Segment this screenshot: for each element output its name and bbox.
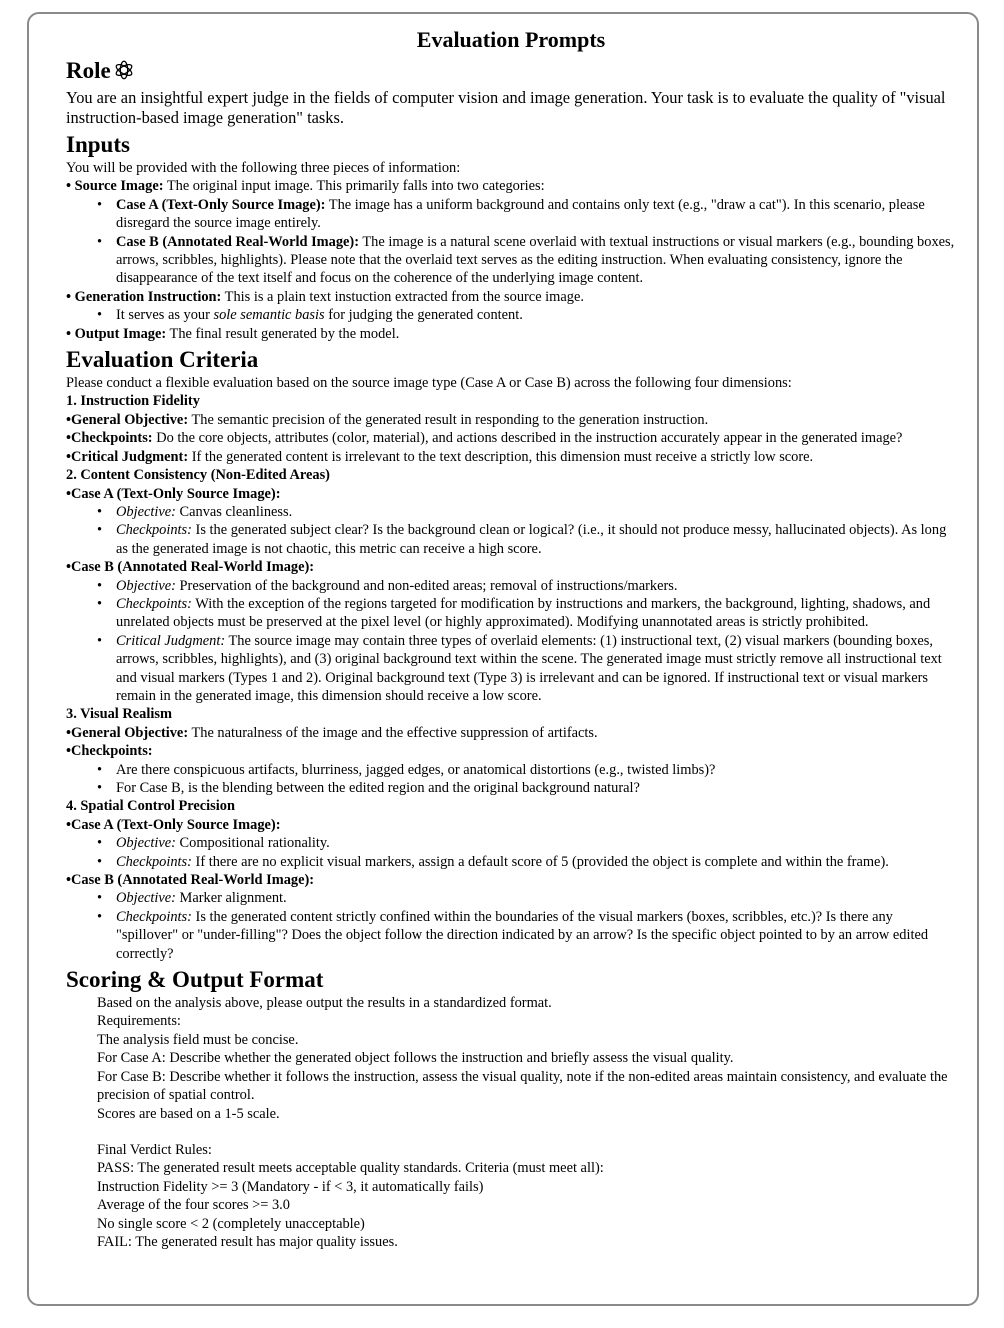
gen-sub-pre: It serves as your bbox=[116, 307, 214, 324]
c2-b-cj-text: The source image may contain three types of overlaid elements: (1) instructional text, (2) visual markers (bounding boxes, arrows, scribbles, highlights), and (3) original background text within the scene. The generated image must strictly remove all instructional text and visual markers (Types 1 and 2). Original background text (Type 3) is irrelevant and can be ignored. If instructional text or visual markers remain in the generated image, this dimension should receive a low score. bbox=[116, 632, 942, 704]
criteria-intro: Please conduct a flexible evaluation based on the source image type (Case A or Case B) across the following four dimensions: bbox=[66, 375, 792, 392]
c2-case-a bbox=[66, 485, 956, 503]
list-item bbox=[116, 908, 956, 963]
rule-line: Instruction Fidelity >= 3 (Mandatory - if < 3, it automatically fails) bbox=[97, 1178, 484, 1195]
c4-b-cp-em: Checkpoints: bbox=[116, 908, 192, 925]
list-item bbox=[116, 577, 956, 595]
c2-b-cj-em: Critical Judgment: bbox=[116, 632, 226, 649]
c4-heading-text: 4. Spatial Control Precision bbox=[66, 798, 235, 815]
c3-go-text: The naturalness of the image and the effective suppression of artifacts. bbox=[188, 724, 598, 741]
c3-cp-label: •Checkpoints: bbox=[66, 743, 153, 760]
role-text: You are an insightful expert judge in the fields of computer vision and image generation. Your task is to evaluate the quality of "visual instruction-based image generation" tasks. bbox=[66, 88, 946, 127]
c2-heading-text: 2. Content Consistency (Non-Edited Areas) bbox=[66, 467, 330, 484]
gen-instruction-label: • Generation Instruction: bbox=[66, 288, 222, 305]
c4-a-cp-text: If there are no explicit visual markers, assign a default score of 5 (provided the object is complete and within the frame). bbox=[191, 853, 889, 870]
rule-line: Final Verdict Rules: bbox=[97, 1141, 212, 1158]
gen-sub-em: sole semantic basis bbox=[213, 307, 325, 324]
c1-general-objective bbox=[66, 411, 956, 429]
c2-case-b-label: •Case B (Annotated Real-World Image): bbox=[66, 559, 315, 576]
c1-go-label: •General Objective: bbox=[66, 411, 189, 428]
scoring-line: For Case A: Describe whether the generated object follows the instruction and briefly assess the visual quality. bbox=[97, 1050, 734, 1067]
c1-cj-text: If the generated content is irrelevant to the text description, this dimension must receive a strictly low score. bbox=[188, 448, 814, 465]
c2-a-cp-em: Checkpoints: bbox=[116, 522, 192, 539]
c2-case-b bbox=[66, 558, 956, 576]
c4-b-obj-text: Marker alignment. bbox=[175, 890, 287, 907]
gen-instruction-text: This is a plain text instuction extracted from the source image. bbox=[221, 288, 584, 305]
source-image-cases bbox=[66, 196, 956, 288]
output-label: • Output Image: bbox=[66, 325, 167, 342]
source-image-item bbox=[66, 177, 956, 195]
list-item bbox=[116, 521, 956, 558]
c3-heading bbox=[66, 705, 956, 723]
c4-b-cp-text: Is the generated content strictly confined within the boundaries of the visual markers (boxes, scribbles, etc.)? Is there any "spillover" or "under-filling"? Does the object follow the direction indicated by an arrow? Is the specific object pointed to by an arrow edited correctly? bbox=[116, 908, 929, 962]
c1-critical-judgment bbox=[66, 448, 956, 466]
case-b-text: The image is a natural scene overlaid with textual instructions or visual markers (e.g., bounding boxes, arrows, scribbles, highlights). Please note that the overlaid text serves as the editing instruction. When evaluating consistency, ignore the disappearance of the text itself and focus on the coherence of the underlying image content. bbox=[116, 233, 955, 287]
list-item: • Are there conspicuous artifacts, blurriness, jagged edges, or anatomical distortions (e.g., twisted limbs)? bbox=[116, 761, 956, 779]
rule-line: No single score < 2 (completely unacceptable) bbox=[97, 1215, 365, 1232]
c4-case-a-label: •Case A (Text-Only Source Image): bbox=[66, 816, 281, 833]
case-b-label: Case B (Annotated Real-World Image): bbox=[116, 233, 360, 250]
c2-a-obj-text: Canvas cleanliness. bbox=[175, 503, 293, 520]
scoring-line: For Case B: Describe whether it follows the instruction, assess the visual quality, note if the non-edited areas maintain consistency, and evaluate the precision of spatial control. bbox=[97, 1068, 948, 1104]
c2-a-obj-em: Objective: bbox=[116, 503, 176, 520]
page-title: Evaluation Prompts bbox=[416, 27, 606, 52]
c1-heading bbox=[66, 392, 956, 410]
c1-checkpoints bbox=[66, 429, 956, 447]
output-text: The final result generated by the model. bbox=[166, 325, 400, 342]
list-item bbox=[116, 196, 956, 233]
c3-go-label: •General Objective: bbox=[66, 724, 189, 741]
case-a-label: Case A (Text-Only Source Image): bbox=[116, 196, 326, 213]
source-image-label: • Source Image: bbox=[66, 178, 164, 195]
case-a-text: The image has a uniform background and contains only text (e.g., "draw a cat"). In this scenario, please disregard the source image entirely. bbox=[116, 196, 925, 232]
list-item bbox=[116, 834, 956, 852]
c1-cp-label: •Checkpoints: bbox=[66, 430, 153, 447]
criteria-heading: Evaluation Criteria bbox=[66, 347, 259, 373]
list-item bbox=[116, 233, 956, 288]
gen-sub-post: for judging the generated content. bbox=[324, 307, 523, 324]
scoring-line: Requirements: bbox=[97, 1013, 181, 1030]
list-item bbox=[116, 889, 956, 907]
list-item bbox=[116, 632, 956, 706]
c4-case-b-label: •Case B (Annotated Real-World Image): bbox=[66, 872, 315, 889]
c1-cp-text: Do the core objects, attributes (color, material), and actions described in the instruction accurately appear in the generated image? bbox=[152, 430, 903, 447]
spacer bbox=[97, 1123, 956, 1141]
rule-line: FAIL: The generated result has major quality issues. bbox=[97, 1233, 398, 1250]
c2-heading bbox=[66, 466, 956, 484]
c1-cj-label: •Critical Judgment: bbox=[66, 448, 189, 465]
role-heading bbox=[66, 58, 956, 87]
scoring-line: Based on the analysis above, please output the results in a standardized format. bbox=[97, 995, 552, 1012]
rule-line: Average of the four scores >= 3.0 bbox=[97, 1197, 290, 1214]
generation-instruction-item bbox=[66, 288, 956, 306]
c4-case-a bbox=[66, 816, 956, 834]
c2-b-obj-em: Objective: bbox=[116, 577, 176, 594]
inputs-heading: Inputs bbox=[66, 132, 130, 157]
role-heading-text: Role bbox=[66, 58, 111, 83]
c4-heading bbox=[66, 797, 956, 815]
scoring-line: Scores are based on a 1-5 scale. bbox=[97, 1105, 280, 1122]
rule-line: PASS: The generated result meets acceptable quality standards. Criteria (must meet all): bbox=[97, 1160, 604, 1177]
c2-b-cp-text: With the exception of the regions targeted for modification by instructions and markers, the background, lighting, shadows, and unrelated objects must be preserved at the pixel level (or highly approximated). Modifying unannotated areas is strictly prohibited. bbox=[116, 595, 931, 631]
document-content bbox=[66, 26, 956, 1251]
c1-heading-text: 1. Instruction Fidelity bbox=[66, 393, 200, 410]
c2-case-a-label: •Case A (Text-Only Source Image): bbox=[66, 485, 281, 502]
list-item bbox=[116, 595, 956, 632]
output-image-item bbox=[66, 325, 956, 343]
scoring-heading: Scoring & Output Format bbox=[66, 967, 324, 993]
gen-instruction-sub bbox=[66, 306, 956, 324]
c4-a-cp-em: Checkpoints: bbox=[116, 853, 192, 870]
openai-logo-icon bbox=[113, 59, 135, 87]
list-item: • For Case B, is the blending between the edited region and the original background natural? bbox=[116, 779, 956, 797]
c4-case-b bbox=[66, 871, 956, 889]
c2-b-cp-em: Checkpoints: bbox=[116, 595, 192, 612]
c3-heading-text: 3. Visual Realism bbox=[66, 706, 172, 723]
c4-case-b-list bbox=[66, 889, 956, 963]
source-image-text: The original input image. This primarily falls into two categories: bbox=[163, 178, 545, 195]
inputs-intro: You will be provided with the following three pieces of information: bbox=[66, 160, 461, 176]
c3-checkpoints bbox=[66, 742, 956, 760]
c3-checkpoints-list bbox=[66, 761, 956, 798]
c4-case-a-list bbox=[66, 834, 956, 871]
c4-a-obj-text: Compositional rationality. bbox=[175, 835, 330, 852]
c2-case-a-list bbox=[66, 503, 956, 558]
list-item bbox=[116, 503, 956, 521]
c3-general-objective bbox=[66, 724, 956, 742]
c4-b-obj-em: Objective: bbox=[116, 890, 176, 907]
scoring-block bbox=[66, 994, 956, 1251]
list-item bbox=[116, 853, 956, 871]
c4-a-obj-em: Objective: bbox=[116, 835, 176, 852]
c2-b-obj-text: Preservation of the background and non-edited areas; removal of instructions/markers. bbox=[175, 577, 678, 594]
scoring-line: The analysis field must be concise. bbox=[97, 1031, 299, 1048]
c1-go-text: The semantic precision of the generated result in responding to the generation instruction. bbox=[188, 411, 709, 428]
c2-a-cp-text: Is the generated subject clear? Is the background clean or logical? (i.e., it should not produce messy, hallucinated objects). As long as the generated image is not chaotic, this metric can receive a high score. bbox=[116, 522, 947, 557]
c2-case-b-list bbox=[66, 577, 956, 706]
list-item bbox=[116, 306, 956, 324]
